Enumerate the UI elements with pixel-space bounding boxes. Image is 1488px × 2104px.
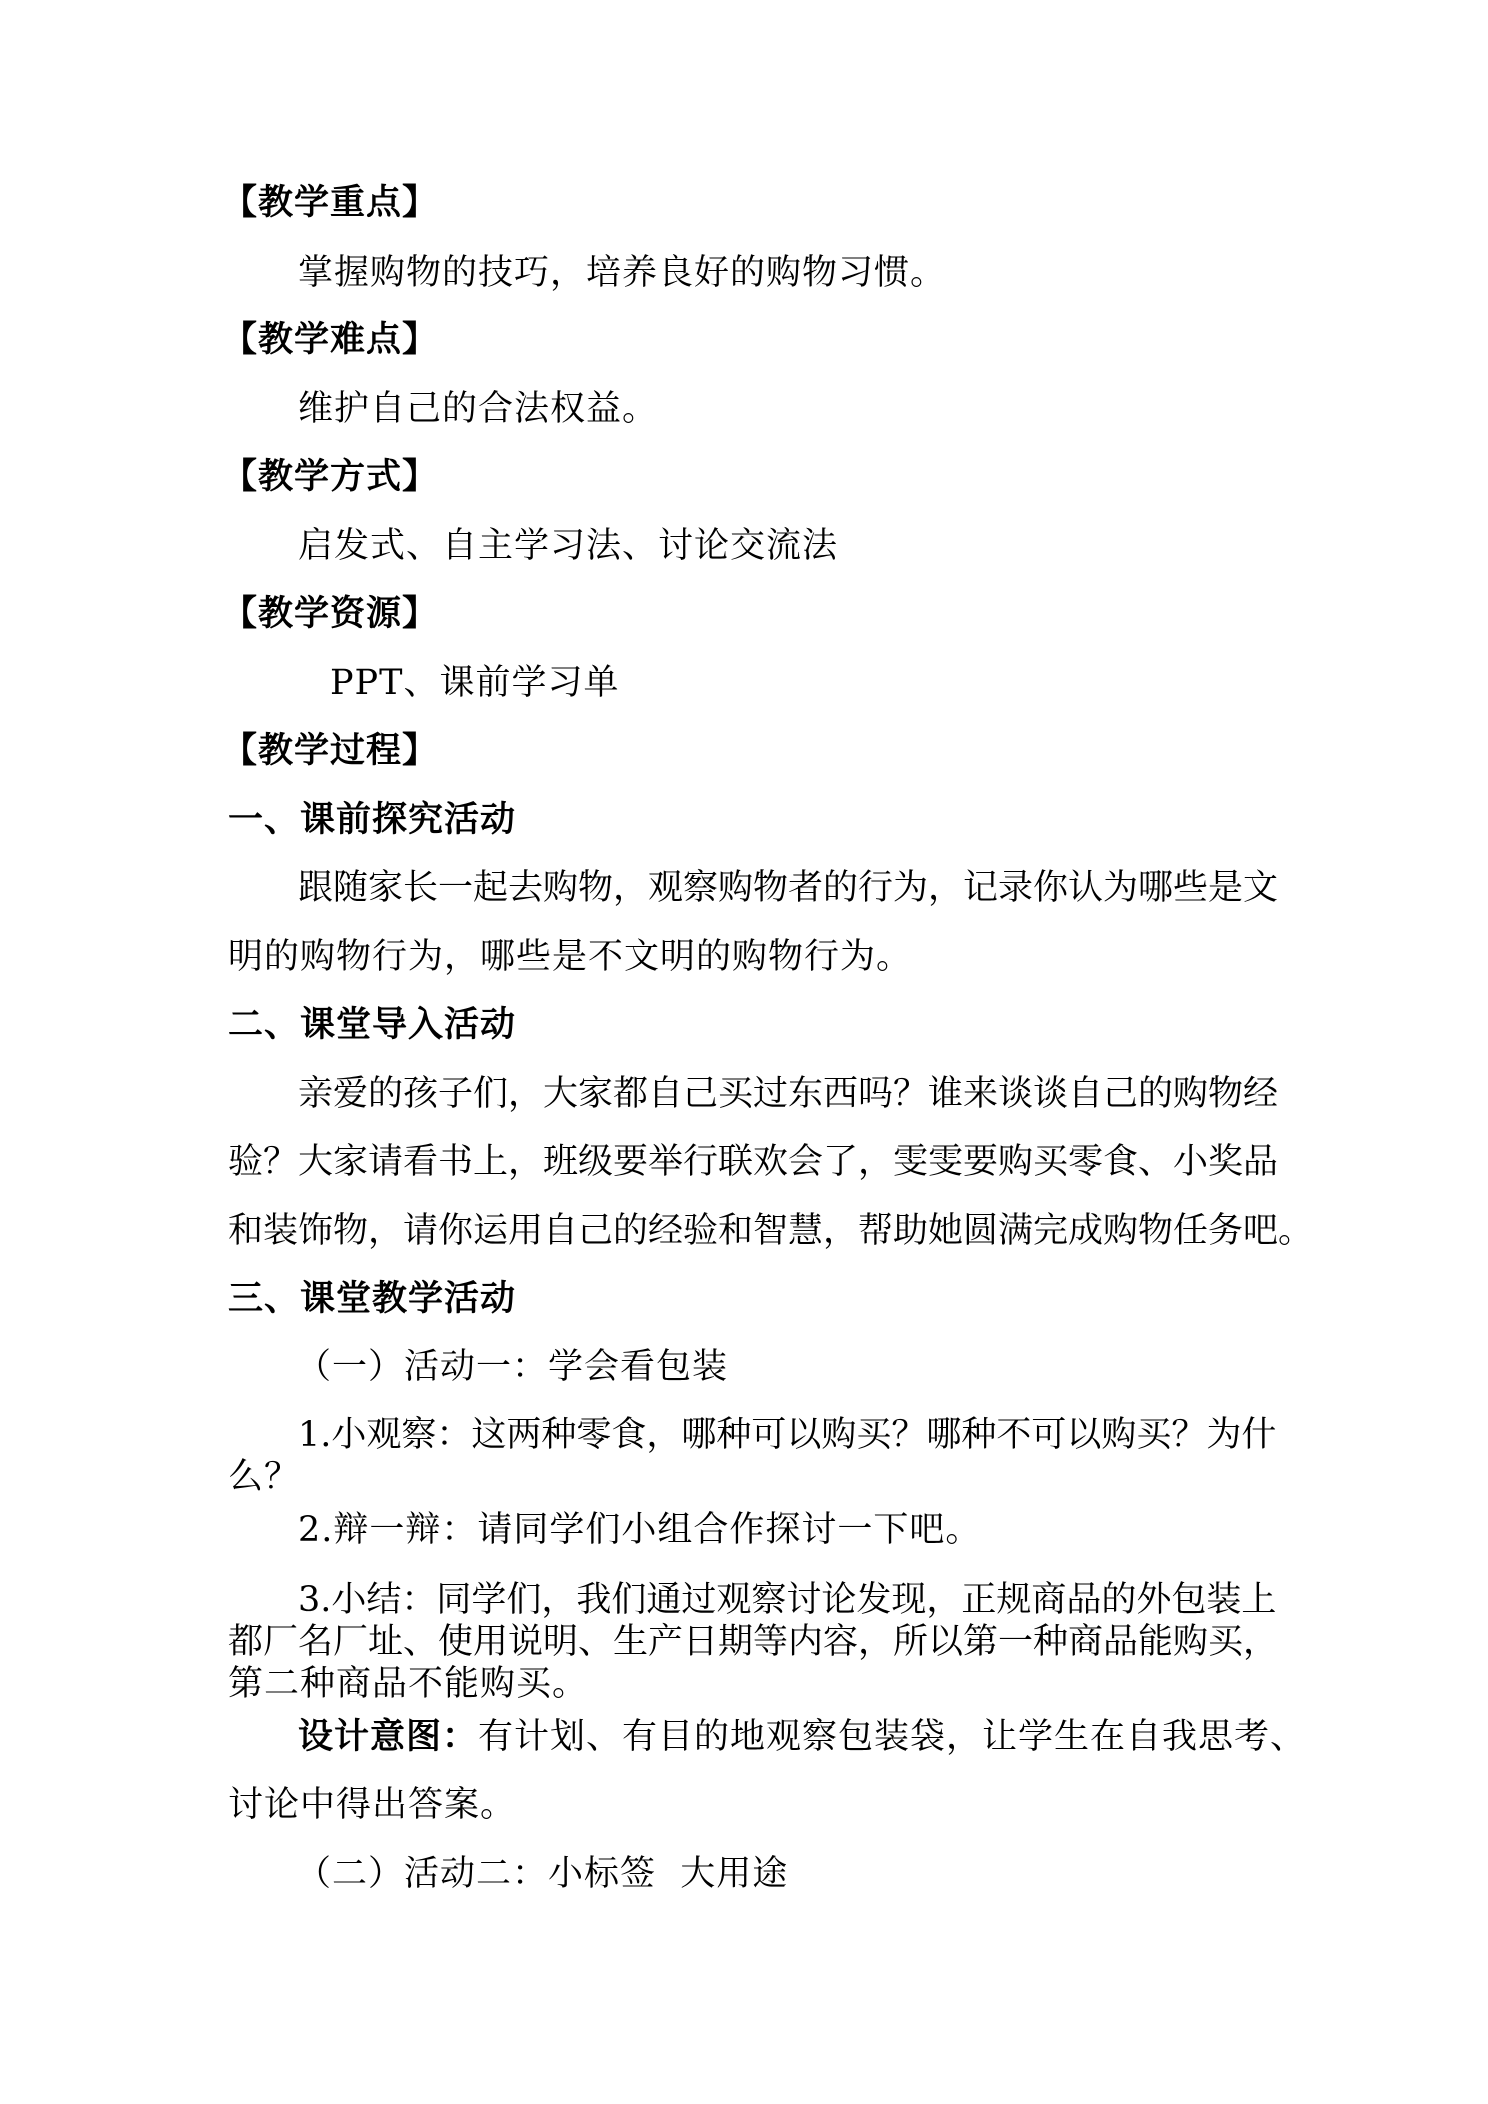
- key-points-heading: 【教学重点】: [222, 182, 439, 223]
- activity1-title: （一）活动一：学会看包装: [296, 1347, 729, 1387]
- item1-line2: 么？: [228, 1457, 301, 1497]
- item3-line3: 第二种商品不能购买。: [228, 1664, 589, 1704]
- process-heading: 【教学过程】: [222, 730, 439, 771]
- part2-line3: 和装饰物，请你运用自己的经验和智慧，帮助她圆满完成购物任务吧。: [228, 1211, 1314, 1251]
- difficulty-text: 维护自己的合法权益。: [298, 389, 659, 429]
- part3-heading: 三、课堂教学活动: [228, 1278, 517, 1319]
- part1-line2: 明的购物行为，哪些是不文明的购物行为。: [228, 937, 913, 977]
- design-intent-label: 设计意图：: [298, 1716, 479, 1757]
- key-points-text: 掌握购物的技巧，培养良好的购物习惯。: [298, 253, 947, 293]
- part2-line2: 验？大家请看书上，班级要举行联欢会了，雯雯要购买零食、小奖品: [228, 1142, 1279, 1182]
- item2-text: 2.辩一辩：请同学们小组合作探讨一下吧。: [298, 1510, 982, 1550]
- activity2-title: （二）活动二：小标签 大用途: [296, 1854, 789, 1894]
- difficulty-heading: 【教学难点】: [222, 319, 439, 360]
- part1-line1: 跟随家长一起去购物，观察购物者的行为，记录你认为哪些是文: [298, 868, 1279, 908]
- resources-heading: 【教学资源】: [222, 593, 439, 634]
- method-heading: 【教学方式】: [222, 456, 439, 497]
- item3-line1: 3.小结：同学们，我们通过观察讨论发现，正规商品的外包装上: [298, 1580, 1277, 1620]
- resources-text: PPT、课前学习单: [330, 663, 620, 703]
- part1-heading: 一、课前探究活动: [228, 799, 517, 840]
- item1-line1: 1.小观察：这两种零食，哪种可以购买？哪种不可以购买？为什: [298, 1415, 1277, 1455]
- method-text: 启发式、自主学习法、讨论交流法: [298, 526, 839, 566]
- part2-line1: 亲爱的孩子们，大家都自己买过东西吗？谁来谈谈自己的购物经: [298, 1074, 1279, 1114]
- item3-line2: 都厂名厂址、使用说明、生产日期等内容，所以第一种商品能购买，: [228, 1622, 1279, 1662]
- design-intent-line1: [298, 1715, 1306, 1759]
- design-intent-text: 有计划、有目的地观察包装袋，让学生在自我思考、: [478, 1717, 1307, 1757]
- part2-heading: 二、课堂导入活动: [228, 1004, 517, 1045]
- design-intent-line2: 讨论中得出答案。: [228, 1785, 517, 1825]
